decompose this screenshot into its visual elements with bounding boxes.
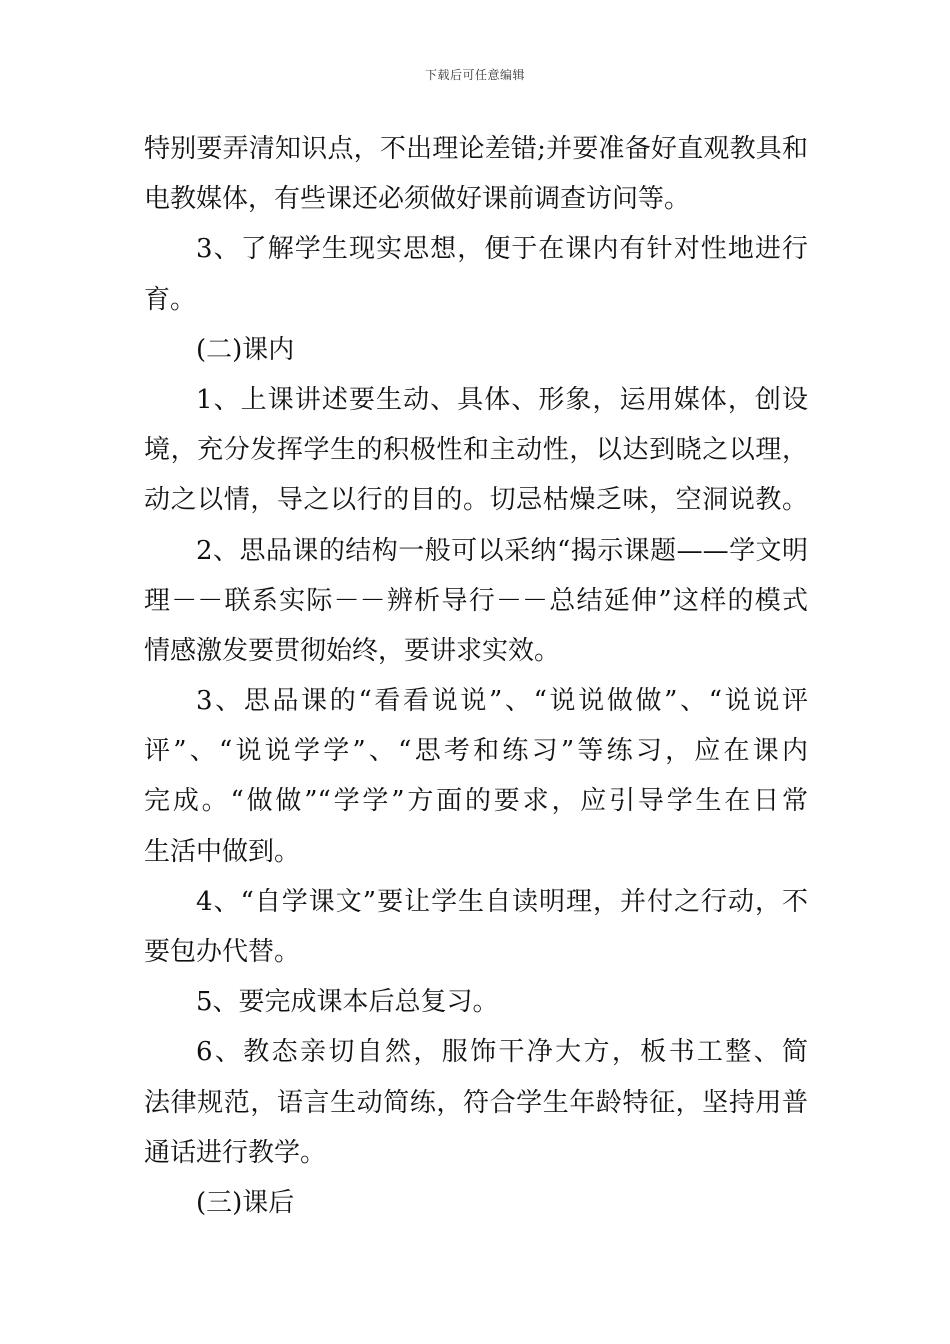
text-line: 生活中做到。 <box>144 836 301 867</box>
text-line: 通话进行教学。 <box>144 1137 327 1168</box>
page-header: 下载后可任意编辑 <box>424 68 525 82</box>
text-line: 理－－联系实际－－辨析导行－－总结延伸”这样的模式 <box>144 585 808 616</box>
text-line: 完成。“做做”“学学”方面的要求，应引导学生在日常 <box>144 786 808 817</box>
text-line: 4、“自学课文”要让学生自读明理，并付之行动，不 <box>196 886 808 917</box>
text-line: 3、了解学生现实思想，便于在课内有针对性地进行 <box>196 234 808 265</box>
text-line: 5、要完成课本后总复习。 <box>196 987 499 1018</box>
text-line: 特别要弄清知识点，不出理论差错;并要准备好直观教具和 <box>144 134 808 164</box>
text-line: 动之以情，导之以行的目的。切忌枯燥乏味，空洞说教。 <box>144 485 808 516</box>
text-line: 情感激发要贯彻始终，要讲求实效。 <box>144 635 561 666</box>
document-body <box>144 124 808 1228</box>
text-line: (二)课内 <box>196 334 295 365</box>
text-line: 2、思品课的结构一般可以采纳“揭示课题——学文明 <box>196 535 808 566</box>
text-line: 1、上课讲述要生动、具体、形象，运用媒体，创设 <box>196 384 808 415</box>
text-line: 要包办代替。 <box>144 937 301 967</box>
text-line: 评”、“说说学学”、“思考和练习”等练习，应在课内 <box>144 736 808 767</box>
text-line: 电教媒体，有些课还必须做好课前调查访问等。 <box>144 184 691 215</box>
text-line: 3、思品课的“看看说说”、“说说做做”、“说说评 <box>196 686 808 717</box>
text-line: (三)课后 <box>196 1187 295 1218</box>
text-line: 育。 <box>144 284 197 315</box>
text-line: 法律规范，语言生动简练，符合学生年龄特征，坚持用普 <box>144 1087 808 1118</box>
text-line: 境，充分发挥学生的积极性和主动性，以达到晓之以理， <box>144 435 808 466</box>
text-line: 6、教态亲切自然，服饰干净大方，板书工整、简 <box>196 1037 808 1068</box>
